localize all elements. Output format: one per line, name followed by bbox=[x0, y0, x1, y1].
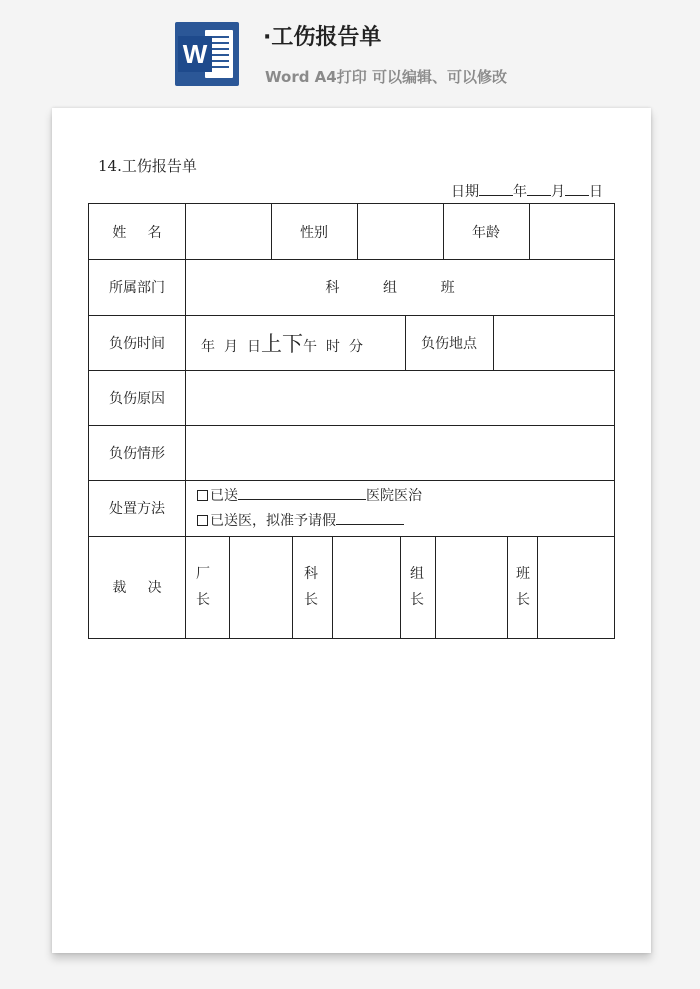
department-label: 所属部门 bbox=[109, 280, 165, 296]
team-leader-signature[interactable] bbox=[539, 538, 615, 638]
date-year-label: 年 bbox=[513, 184, 527, 200]
age-label: 年龄 bbox=[472, 224, 500, 241]
team-leader-label: 班 长 bbox=[516, 566, 530, 608]
section-chief-label: 科 长 bbox=[304, 566, 318, 608]
cause-label: 负伤原因 bbox=[109, 390, 165, 407]
document-title: ·工伤报告单 bbox=[263, 25, 382, 50]
am-pm-label: 上下 bbox=[261, 332, 303, 356]
hospital-name-blank[interactable] bbox=[238, 485, 366, 500]
checkbox-hospital[interactable] bbox=[197, 490, 208, 501]
word-icon-letter: W bbox=[178, 36, 212, 72]
age-field[interactable] bbox=[531, 204, 615, 259]
year-blank bbox=[479, 181, 513, 196]
date-day-label: 日 bbox=[589, 184, 603, 200]
group-leader-signature[interactable] bbox=[437, 538, 507, 638]
date-month-label: 月 bbox=[551, 184, 565, 200]
department-field[interactable]: 科 组 班 bbox=[325, 280, 475, 296]
cause-field[interactable] bbox=[187, 370, 615, 425]
factory-director-label: 厂 长 bbox=[196, 566, 210, 608]
injury-place-field[interactable] bbox=[495, 315, 615, 370]
leave-days-blank[interactable] bbox=[336, 510, 404, 525]
month-blank bbox=[527, 181, 551, 196]
ruling-label: 裁 决 bbox=[112, 580, 171, 596]
checkbox-sick-leave[interactable] bbox=[197, 515, 208, 526]
date-label: 日期 bbox=[451, 184, 479, 200]
document-subtitle: Word A4打印 可以编辑、可以修改 bbox=[265, 68, 507, 86]
date-line bbox=[451, 181, 603, 201]
name-field[interactable] bbox=[187, 204, 271, 259]
section-chief-signature[interactable] bbox=[334, 538, 400, 638]
situation-field[interactable] bbox=[187, 425, 615, 480]
treatment-label: 处置方法 bbox=[109, 501, 165, 517]
treatment-option-1[interactable]: 已送 医院医治 bbox=[197, 485, 422, 505]
gender-field[interactable] bbox=[359, 204, 443, 259]
gender-label: 性别 bbox=[300, 224, 328, 241]
factory-director-signature[interactable] bbox=[231, 538, 292, 638]
group-leader-label: 组 长 bbox=[410, 566, 424, 608]
document-header bbox=[0, 0, 700, 105]
form-title: 14.工伤报告单 bbox=[98, 157, 197, 175]
word-document-icon bbox=[175, 22, 239, 86]
day-blank bbox=[565, 181, 589, 196]
injury-time-field[interactable]: 年 月 日上下午 时 分 bbox=[201, 332, 363, 356]
injury-place-label: 负伤地点 bbox=[421, 335, 477, 352]
injury-time-label: 负伤时间 bbox=[109, 335, 165, 352]
situation-label: 负伤情形 bbox=[109, 445, 165, 462]
injury-report-form bbox=[88, 203, 615, 639]
name-label: 姓 名 bbox=[112, 224, 171, 241]
treatment-option-2[interactable]: 已送医，拟准予请假 bbox=[197, 510, 404, 530]
